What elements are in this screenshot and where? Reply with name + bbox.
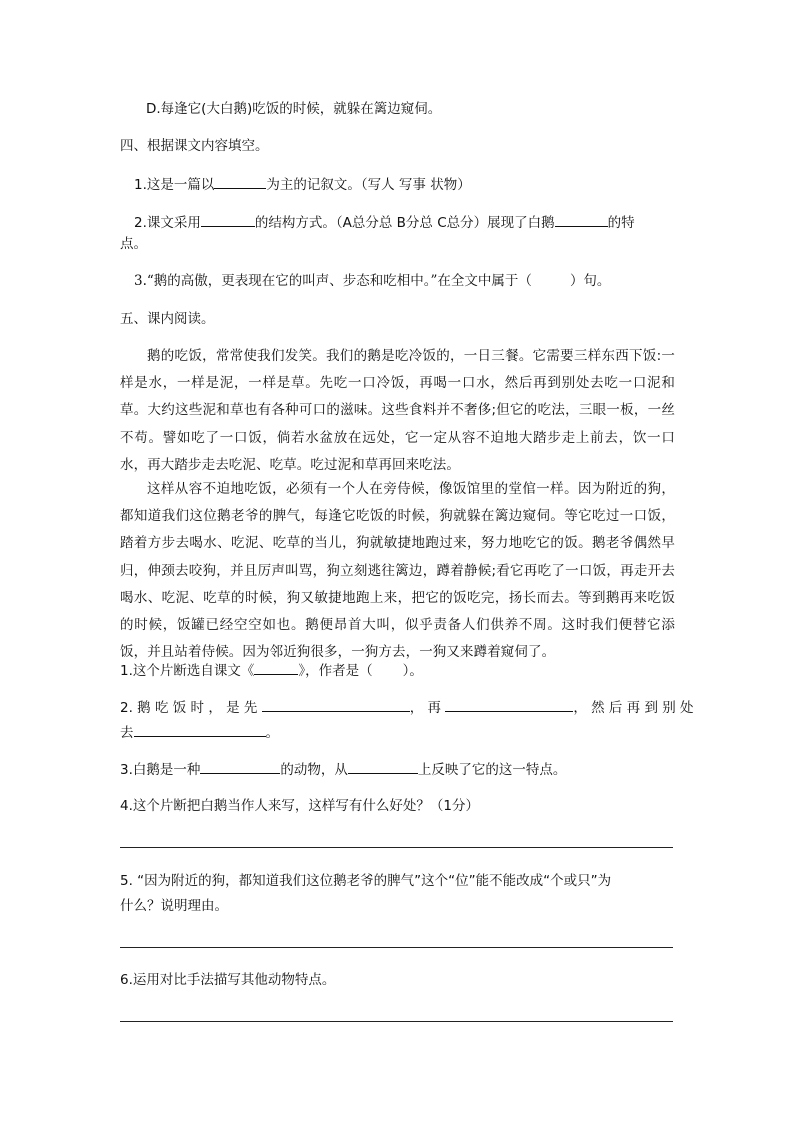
question-2-text-e: 。	[265, 725, 279, 741]
question-2-blank-1[interactable]	[262, 697, 410, 712]
section4-q2	[134, 212, 635, 232]
section4-q3-text-b: ）句。	[569, 273, 611, 289]
question-4: 4.这个片断把白鹅当作人来写，这样写有什么好处？（1分）	[120, 798, 479, 814]
question-5: 5. “因为附近的狗，都知道我们这位鹅老爷的脾气”这个“位”能不能改成“个或只”为	[120, 873, 612, 889]
question-2-blank-2[interactable]	[445, 697, 573, 712]
question-2-text-b: ， 再	[409, 700, 442, 716]
question-1-text-b: 》，作者是（	[298, 663, 373, 679]
question-1	[120, 660, 423, 680]
section4-q2-text-c: 的特	[607, 215, 635, 231]
question-1-text-a: 1.这个片断选自课文《	[120, 663, 255, 679]
question-2-cont	[120, 722, 279, 742]
question-3-blank-2[interactable]	[348, 759, 418, 774]
question-6-answer-line[interactable]	[120, 1021, 673, 1022]
section4-q2-cont: 点。	[120, 236, 147, 252]
section4-q1-text-b: 为主的记叙文。（写人 写事 状物）	[266, 177, 471, 193]
section5-heading: 五、课内阅读。	[120, 311, 215, 327]
question-3-text-a: 3.白鹅是一种	[120, 762, 201, 778]
question-4-answer-line[interactable]	[120, 847, 673, 848]
section4-q2-text-a: 2.课文采用	[134, 215, 201, 231]
question-2-blank-3[interactable]	[134, 722, 266, 737]
reading-passage-paragraph-2: 这样从容不迫地吃饭，必须有一个人在旁侍候，像饭馆里的堂倌一样。因为附近的狗，都知道我们这位鹅老爷的脾气，每逢它吃饭的时候，狗就躲在篱边窥伺。等它吃过一口饭，踏着方步去喝水、吃泥、吃草的当儿，狗就敏捷地跑过来，努力地吃它的饭。鹅老爷偶然早归，伸颈去咬狗，并且厉声叫骂，狗立刻逃往篱边，蹲着静候;看它再吃了一口饭，再走开去喝水、吃泥、吃草的时候，狗又敏捷地跑上来，把它的饭吃完，扬长而去。等到鹅再来吃饭的时候，饭罐已经空空如也。鹅便昂首大叫，似乎责备人们供养不周。这时我们便替它添饭，并且站着侍候。因为邻近狗很多，一狗方去，一狗又来蹲着窥伺了。	[120, 481, 675, 661]
reading-passage-paragraph-1: 鹅的吃饭，常常使我们发笑。我们的鹅是吃冷饭的，一日三餐。它需要三样东西下饭:一样是水，一样是泥，一样是草。先吃一口冷饭，再喝一口水，然后再到别处去吃一口泥和草。大约这些泥和草也有各种可口的滋味。这些食料并不奢侈;但它的吃法，三眼一板，一丝不苟。譬如吃了一口饭，倘若水盆放在远处，它一定从容不迫地大踏步走上前去，饮一口水，再大踏步走去吃泥、吃草。吃过泥和草再回来吃法。	[120, 348, 675, 473]
section4-q2-blank-2[interactable]	[555, 212, 608, 227]
question-3-text-b: 的动物，从	[280, 762, 348, 778]
section4-q1	[134, 174, 471, 194]
question-3-text-c: 上反映了它的这一特点。	[417, 762, 567, 778]
question-3-blank-1[interactable]	[200, 759, 280, 774]
section4-q3-text-a: 3.“鹅的高傲，更表现在它的叫声、步态和吃相中。”在全文中属于（	[134, 273, 532, 289]
question-2-text-a: 2. 鹅 吃 饭 时 ， 是 先	[120, 700, 258, 716]
section4-q2-text-b: 的结构方式。（A总分总 B分总 C总分）展现了白鹅	[254, 215, 555, 231]
section4-q3	[134, 272, 610, 290]
question-2	[120, 697, 694, 717]
question-1-blank-title[interactable]	[254, 660, 298, 675]
option-d: D.每逢它(大白鹅)吃饭的时候，就躲在篱边窥伺。	[146, 101, 442, 117]
section4-heading: 四、根据课文内容填空。	[120, 138, 269, 154]
question-2-text-c: ， 然 后 再 到 别 处	[573, 700, 694, 716]
question-2-text-d: 去	[120, 725, 134, 741]
question-5-cont: 什么？说明理由。	[120, 898, 228, 914]
question-1-text-c: ）。	[402, 663, 423, 679]
section4-q1-blank[interactable]	[214, 174, 266, 189]
question-5-answer-line[interactable]	[120, 947, 673, 948]
section4-q1-text-a: 1.这是一篇以	[134, 177, 215, 193]
section4-q2-blank-1[interactable]	[201, 212, 255, 227]
question-3	[120, 759, 566, 779]
question-6: 6.运用对比手法描写其他动物特点。	[120, 972, 336, 988]
